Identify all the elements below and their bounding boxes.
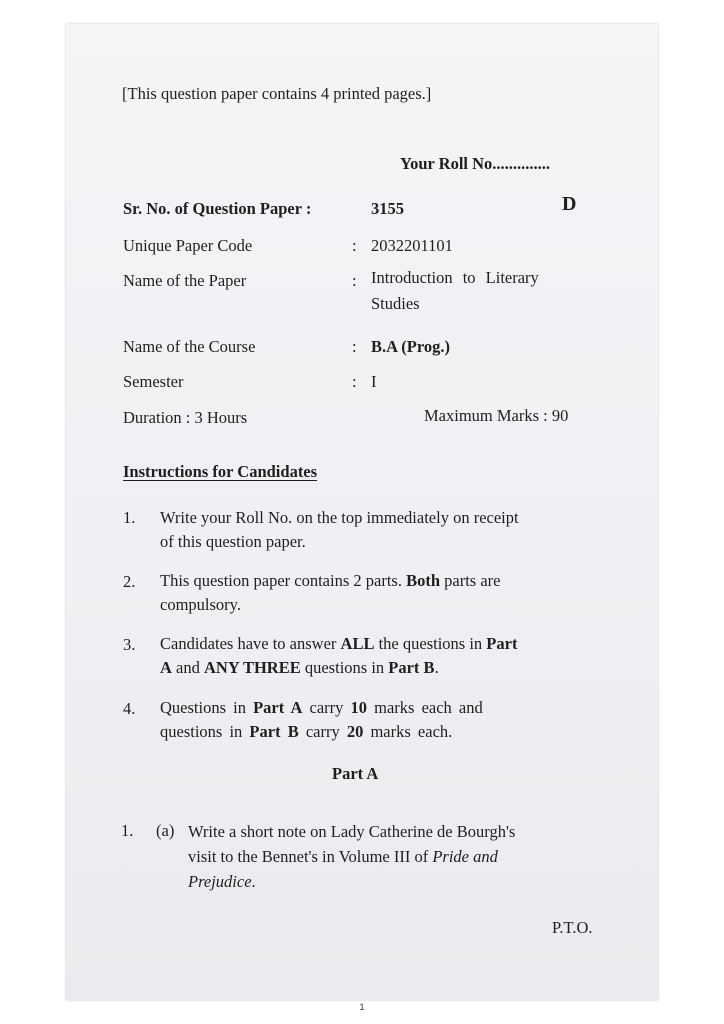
text-run: parts are bbox=[440, 571, 501, 590]
instruction-2-line2: compulsory. bbox=[160, 595, 241, 614]
roll-number-line: Your Roll No.............. bbox=[400, 154, 551, 173]
semester-value: I bbox=[371, 372, 377, 391]
instruction-4 bbox=[160, 696, 483, 744]
question-1a-line2 bbox=[188, 844, 515, 869]
text-run-bold: 20 bbox=[346, 722, 364, 741]
paper-name-value-line1: Introduction to Literary bbox=[371, 268, 539, 287]
text-run: carry bbox=[298, 722, 347, 741]
instruction-2-line1 bbox=[160, 569, 500, 593]
text-run-bold: 10 bbox=[350, 698, 368, 717]
text-run: This question paper contains 2 parts. bbox=[160, 571, 407, 590]
duration: Duration : 3 Hours bbox=[123, 408, 248, 427]
semester-colon: : bbox=[352, 372, 357, 391]
instruction-2 bbox=[160, 569, 500, 617]
text-run-bold: ANY THREE bbox=[204, 658, 301, 677]
sr-no-value: 3155 bbox=[371, 199, 404, 218]
text-run: visit to the Bennet's in Volume III of bbox=[188, 847, 433, 866]
text-run-bold: A bbox=[160, 658, 172, 677]
semester-label: Semester bbox=[123, 372, 184, 391]
instruction-4-line1 bbox=[160, 696, 483, 720]
text-run-bold: Part bbox=[486, 634, 518, 653]
paper-name-colon: : bbox=[352, 271, 357, 290]
question-paper-page bbox=[66, 24, 658, 1000]
text-run-bold: Part A bbox=[253, 698, 303, 717]
text-run: the questions in bbox=[374, 634, 487, 653]
text-run: Questions in bbox=[160, 698, 254, 717]
instruction-3 bbox=[160, 632, 517, 680]
question-number: 1. bbox=[121, 821, 134, 840]
sr-no-label: Sr. No. of Question Paper : bbox=[123, 199, 312, 218]
instruction-number: 2. bbox=[123, 572, 136, 591]
instruction-number: 3. bbox=[123, 635, 136, 654]
upc-label: Unique Paper Code bbox=[123, 236, 253, 255]
instruction-3-line1 bbox=[160, 632, 517, 656]
maximum-marks: Maximum Marks : 90 bbox=[424, 406, 569, 425]
course-value: B.A (Prog.) bbox=[371, 337, 450, 356]
question-1a-line1: Write a short note on Lady Catherine de Bourgh's bbox=[188, 822, 516, 841]
text-run: questions in bbox=[160, 722, 250, 741]
instruction-number: 4. bbox=[123, 699, 136, 718]
text-run: and bbox=[171, 658, 204, 677]
instructions-heading: Instructions for Candidates bbox=[123, 462, 318, 481]
text-run-bold: Part B bbox=[388, 658, 435, 677]
page-number: 1 bbox=[359, 1002, 365, 1012]
question-1a bbox=[188, 819, 515, 894]
question-1a-line3 bbox=[188, 869, 515, 894]
question-subpart: (a) bbox=[156, 821, 175, 840]
course-colon: : bbox=[352, 337, 357, 356]
text-run: carry bbox=[302, 698, 351, 717]
text-run-italic: Pride and bbox=[432, 847, 498, 866]
instruction-4-line2 bbox=[160, 720, 483, 744]
upc-colon: : bbox=[352, 236, 357, 255]
course-label: Name of the Course bbox=[123, 337, 256, 356]
instruction-3-line2 bbox=[160, 656, 517, 680]
printed-pages-note: [This question paper contains 4 printed pages.] bbox=[122, 84, 432, 103]
instruction-1-line1: Write your Roll No. on the top immediately on receipt bbox=[160, 508, 519, 527]
text-run: marks each. bbox=[363, 722, 453, 741]
text-run-bold: ALL bbox=[340, 634, 375, 653]
instruction-1 bbox=[160, 506, 519, 554]
text-run: marks each and bbox=[367, 698, 483, 717]
paper-name-label: Name of the Paper bbox=[123, 271, 247, 290]
instruction-number: 1. bbox=[123, 508, 136, 527]
set-letter: D bbox=[562, 193, 577, 215]
text-run-italic: Prejudice bbox=[188, 872, 252, 891]
instruction-1-line2: of this question paper. bbox=[160, 532, 306, 551]
pto-label: P.T.O. bbox=[552, 918, 593, 937]
text-run: questions in bbox=[300, 658, 389, 677]
text-run: Candidates have to answer bbox=[160, 634, 341, 653]
paper-name-value-line2: Studies bbox=[371, 294, 420, 313]
part-a-heading: Part A bbox=[332, 764, 379, 783]
text-run: . bbox=[251, 872, 256, 891]
text-run: . bbox=[434, 658, 439, 677]
upc-value: 2032201101 bbox=[371, 236, 453, 255]
text-run-bold: Both bbox=[406, 571, 441, 590]
text-run-bold: Part B bbox=[249, 722, 299, 741]
